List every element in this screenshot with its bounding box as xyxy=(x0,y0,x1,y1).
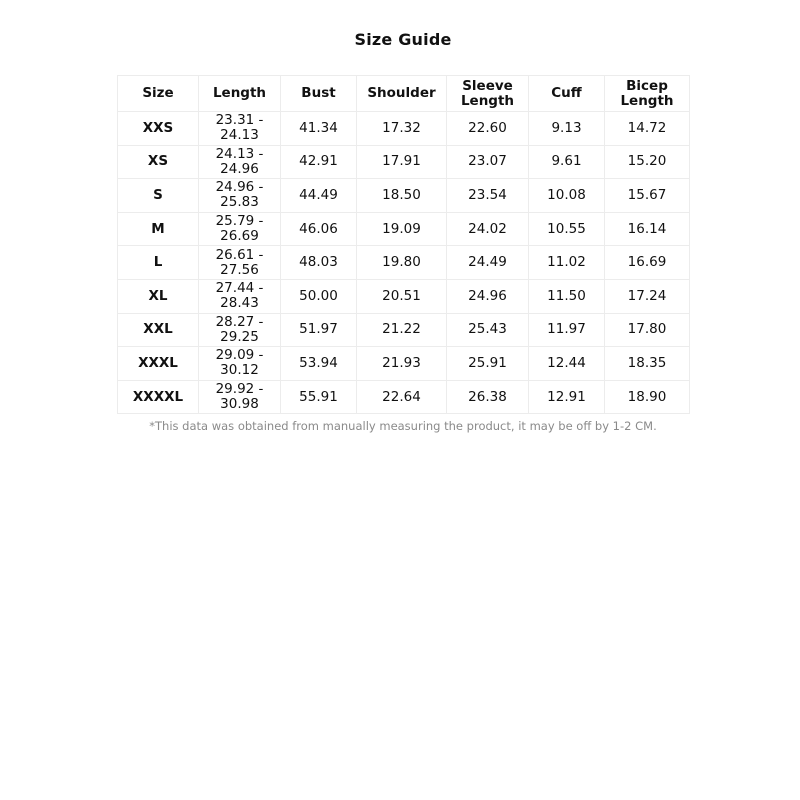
cell-sleeve-length: 24.96 xyxy=(447,279,529,313)
cell-shoulder: 17.32 xyxy=(357,112,447,146)
cell-sleeve-length: 24.49 xyxy=(447,246,529,280)
table-row xyxy=(118,179,690,213)
table-row xyxy=(118,380,690,414)
size-guide-table xyxy=(117,75,690,414)
cell-cuff: 11.97 xyxy=(529,313,605,347)
cell-length: 23.31 - 24.13 xyxy=(199,112,281,146)
column-header-bicep-length: Bicep Length xyxy=(605,76,690,112)
cell-bust: 46.06 xyxy=(281,212,357,246)
column-header-length: Length xyxy=(199,76,281,112)
cell-length: 26.61 - 27.56 xyxy=(199,246,281,280)
cell-bicep-length: 18.90 xyxy=(605,380,690,414)
table-header-row xyxy=(118,76,690,112)
cell-sleeve-length: 25.43 xyxy=(447,313,529,347)
table-row xyxy=(118,212,690,246)
cell-sleeve-length: 24.02 xyxy=(447,212,529,246)
cell-bust: 53.94 xyxy=(281,347,357,381)
cell-shoulder: 19.80 xyxy=(357,246,447,280)
cell-size: XL xyxy=(118,279,199,313)
cell-size: XS xyxy=(118,145,199,179)
cell-size: L xyxy=(118,246,199,280)
cell-sleeve-length: 22.60 xyxy=(447,112,529,146)
cell-shoulder: 22.64 xyxy=(357,380,447,414)
cell-shoulder: 18.50 xyxy=(357,179,447,213)
cell-cuff: 10.08 xyxy=(529,179,605,213)
cell-length: 24.13 - 24.96 xyxy=(199,145,281,179)
cell-size: M xyxy=(118,212,199,246)
cell-length: 29.09 - 30.12 xyxy=(199,347,281,381)
cell-size: XXL xyxy=(118,313,199,347)
cell-bicep-length: 14.72 xyxy=(605,112,690,146)
cell-bust: 42.91 xyxy=(281,145,357,179)
cell-sleeve-length: 23.07 xyxy=(447,145,529,179)
column-header-shoulder: Shoulder xyxy=(357,76,447,112)
cell-size: XXXXL xyxy=(118,380,199,414)
table-row xyxy=(118,246,690,280)
column-header-size: Size xyxy=(118,76,199,112)
cell-bust: 55.91 xyxy=(281,380,357,414)
cell-bicep-length: 18.35 xyxy=(605,347,690,381)
cell-bust: 44.49 xyxy=(281,179,357,213)
table-row xyxy=(118,145,690,179)
cell-bicep-length: 17.80 xyxy=(605,313,690,347)
cell-length: 28.27 - 29.25 xyxy=(199,313,281,347)
cell-cuff: 11.02 xyxy=(529,246,605,280)
cell-length: 29.92 - 30.98 xyxy=(199,380,281,414)
cell-length: 27.44 - 28.43 xyxy=(199,279,281,313)
cell-shoulder: 17.91 xyxy=(357,145,447,179)
table-row xyxy=(118,112,690,146)
cell-length: 24.96 - 25.83 xyxy=(199,179,281,213)
cell-cuff: 11.50 xyxy=(529,279,605,313)
cell-sleeve-length: 25.91 xyxy=(447,347,529,381)
cell-bust: 51.97 xyxy=(281,313,357,347)
cell-size: XXS xyxy=(118,112,199,146)
cell-shoulder: 20.51 xyxy=(357,279,447,313)
cell-cuff: 12.44 xyxy=(529,347,605,381)
cell-sleeve-length: 26.38 xyxy=(447,380,529,414)
cell-cuff: 9.61 xyxy=(529,145,605,179)
page-title: Size Guide xyxy=(354,30,452,49)
cell-cuff: 9.13 xyxy=(529,112,605,146)
cell-cuff: 12.91 xyxy=(529,380,605,414)
cell-bicep-length: 15.67 xyxy=(605,179,690,213)
column-header-bust: Bust xyxy=(281,76,357,112)
cell-size: XXXL xyxy=(118,347,199,381)
cell-cuff: 10.55 xyxy=(529,212,605,246)
cell-bicep-length: 17.24 xyxy=(605,279,690,313)
cell-bust: 50.00 xyxy=(281,279,357,313)
cell-bicep-length: 15.20 xyxy=(605,145,690,179)
cell-length: 25.79 - 26.69 xyxy=(199,212,281,246)
column-header-sleeve-length: Sleeve Length xyxy=(447,76,529,112)
column-header-cuff: Cuff xyxy=(529,76,605,112)
cell-size: S xyxy=(118,179,199,213)
cell-bust: 48.03 xyxy=(281,246,357,280)
cell-bicep-length: 16.69 xyxy=(605,246,690,280)
cell-shoulder: 21.93 xyxy=(357,347,447,381)
cell-bust: 41.34 xyxy=(281,112,357,146)
table-row xyxy=(118,347,690,381)
cell-shoulder: 19.09 xyxy=(357,212,447,246)
measurement-disclaimer: *This data was obtained from manually measuring the product, it may be off by 1-2 CM. xyxy=(149,419,657,433)
cell-sleeve-length: 23.54 xyxy=(447,179,529,213)
cell-shoulder: 21.22 xyxy=(357,313,447,347)
cell-bicep-length: 16.14 xyxy=(605,212,690,246)
table-row xyxy=(118,279,690,313)
table-row xyxy=(118,313,690,347)
